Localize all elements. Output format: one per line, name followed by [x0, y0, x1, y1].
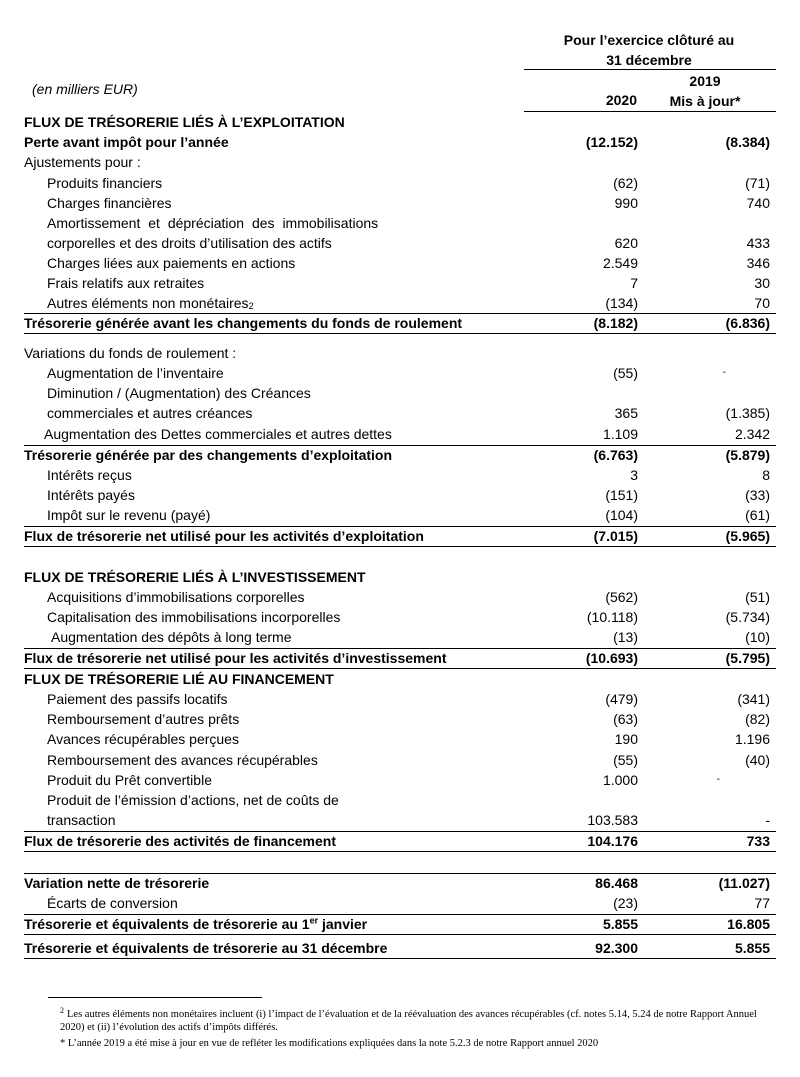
table-row — [24, 193, 776, 213]
value-2020: (479) — [605, 691, 638, 707]
row-label: Frais relatifs aux retraites — [47, 275, 205, 291]
row-label: Amortissement et dépréciation des immobilisations — [47, 215, 379, 231]
value-2020: 2.549 — [602, 255, 638, 271]
table-row — [24, 567, 776, 587]
table-row-total — [24, 526, 776, 546]
footnote-1 — [60, 1005, 760, 1034]
value-2020: (7.015) — [593, 528, 638, 544]
row-label: Diminution / (Augmentation) des Créances — [47, 385, 311, 401]
value-2019: (5.734) — [725, 609, 770, 625]
table-row-total — [24, 873, 776, 893]
footnote-marker: 2 — [248, 301, 254, 311]
table-row-total — [24, 831, 776, 851]
value-2019: 8 — [762, 467, 770, 483]
value-2019: - — [716, 774, 720, 785]
table-row — [24, 627, 776, 647]
footnote-separator — [48, 997, 262, 998]
period-header-line1: Pour l’exercice clôturé au — [563, 32, 735, 48]
value-2019: 16.805 — [727, 916, 770, 932]
table-row — [24, 383, 776, 403]
row-label: Flux de trésorerie net utilisé pour les activités d’investissement — [24, 650, 447, 666]
row-label: Remboursement des avances récupérables — [47, 752, 318, 768]
value-2019: 30 — [754, 275, 770, 291]
value-2020: (562) — [605, 589, 638, 605]
value-2019: (5.795) — [725, 650, 770, 666]
row-label: Produits financiers — [47, 175, 163, 191]
footnote-2: * L’année 2019 a été mise à jour en vue de refléter les modifications expliquées dans la note 5.2.3 de notre Rapport annuel 2020 — [60, 1038, 599, 1049]
row-label: Impôt sur le revenu (payé) — [47, 507, 211, 523]
row-label: Flux de trésorerie net utilisé pour les activités d’exploitation — [24, 528, 424, 544]
value-2020: (13) — [613, 629, 638, 645]
row-label: Acquisitions d’immobilisations corporelles — [47, 589, 305, 605]
value-2020: (8.182) — [593, 315, 638, 331]
value-2019: (10) — [745, 629, 770, 645]
row-label: Produit de l’émission d’actions, net de coûts de — [47, 792, 339, 808]
value-2020: (55) — [613, 752, 638, 768]
value-2019: (6.836) — [725, 315, 770, 331]
table-row-subtotal — [24, 313, 776, 333]
value-2020: 1.000 — [602, 772, 638, 788]
value-2020: 86.468 — [595, 875, 638, 891]
value-2020: 365 — [614, 405, 638, 421]
value-2020: 104.176 — [587, 833, 638, 849]
row-label: Écarts de conversion — [47, 895, 178, 911]
row-label: transaction — [47, 812, 116, 828]
value-2020: (134) — [605, 295, 638, 311]
value-2020: (10.118) — [586, 609, 638, 625]
table-row — [24, 112, 776, 132]
value-2019: 5.855 — [734, 940, 770, 956]
table-row — [24, 669, 776, 689]
table-row-subtotal — [24, 445, 776, 465]
column-header-2020: 2020 — [605, 92, 637, 108]
table-row — [24, 505, 776, 525]
table-row — [24, 810, 776, 830]
table-row — [24, 363, 776, 383]
row-label: Intérêts payés — [47, 487, 135, 503]
value-2020: (63) — [613, 711, 638, 727]
value-2019: 740 — [746, 195, 770, 211]
value-2020: 5.855 — [602, 916, 638, 932]
table-row — [24, 485, 776, 505]
table-row-total — [24, 914, 776, 934]
table-row — [24, 689, 776, 709]
row-label: Capitalisation des immobilisations incorporelles — [47, 609, 341, 625]
value-2019: - — [765, 812, 770, 828]
table-row — [24, 790, 776, 810]
table-row — [24, 293, 776, 313]
value-2020: (12.152) — [585, 134, 638, 150]
row-label: Charges liées aux paiements en actions — [47, 255, 296, 271]
table-row — [24, 152, 776, 172]
column-header-2019-year: 2019 — [689, 73, 721, 89]
table-row — [24, 729, 776, 749]
value-2020: 3 — [630, 467, 638, 483]
table-row — [24, 213, 776, 233]
value-2020: 190 — [614, 731, 638, 747]
value-2020: (55) — [613, 365, 638, 381]
row-label: commerciales et autres créances — [47, 405, 253, 421]
value-2019: (5.965) — [725, 528, 770, 544]
table-row — [24, 233, 776, 253]
row-label-text: Autres éléments non monétaires — [47, 295, 249, 311]
value-2020: (10.693) — [585, 650, 638, 666]
value-2019: 70 — [754, 295, 770, 311]
value-2019: 433 — [746, 235, 770, 251]
period-header-line2: 31 décembre — [606, 52, 692, 68]
row-label: Variations du fonds de roulement : — [24, 345, 237, 361]
value-2019: 2.342 — [734, 426, 770, 442]
row-label: Trésorerie générée par des changements d’exploitation — [24, 447, 393, 463]
table-row — [24, 273, 776, 293]
value-2020: 990 — [614, 195, 638, 211]
value-2019: (82) — [745, 711, 770, 727]
value-2020: (104) — [605, 507, 638, 523]
value-2019: (61) — [745, 507, 770, 523]
row-label: FLUX DE TRÉSORERIE LIÉ AU FINANCEMENT — [24, 671, 334, 687]
value-2020: 103.583 — [587, 812, 638, 828]
table-row — [24, 465, 776, 485]
row-label: Remboursement d’autres prêts — [47, 711, 240, 727]
row-label: FLUX DE TRÉSORERIE LIÉS À L’INVESTISSEMENT — [24, 569, 366, 585]
row-label: Trésorerie générée avant les changements du fonds de roulement — [24, 315, 463, 331]
row-label — [24, 914, 367, 934]
table-row — [24, 132, 776, 152]
unit-label: (en milliers EUR) — [32, 81, 138, 97]
table-row-total — [24, 938, 776, 958]
value-2019: (40) — [745, 752, 770, 768]
value-2020: (151) — [605, 487, 638, 503]
row-label: Charges financières — [47, 195, 172, 211]
row-label: Variation nette de trésorerie — [24, 875, 210, 891]
value-2019: (341) — [737, 691, 770, 707]
value-2019: - — [722, 367, 726, 378]
ordinal-suffix: er — [309, 915, 319, 926]
table-row — [24, 173, 776, 193]
row-label: Intérêts reçus — [47, 467, 132, 483]
table-row — [24, 424, 776, 444]
footnote-1-text: Les autres éléments non monétaires incluent (i) l’impact de l’évaluation et de la réévaluation des avances récupérables (cf. notes 5.14, 5.24 de notre Rapport Annuel 2020) et (ii) l’évolution des actifs d’impôts différés. — [60, 1009, 757, 1033]
table-row — [24, 750, 776, 770]
table-row-total — [24, 648, 776, 668]
value-2020: (23) — [613, 895, 638, 911]
value-2019: (5.879) — [725, 447, 770, 463]
row-label: Ajustements pour : — [24, 154, 141, 170]
row-label: Augmentation des Dettes commerciales et autres dettes — [44, 426, 392, 442]
column-header-2019-note: Mis à jour* — [669, 93, 741, 109]
table-row — [24, 253, 776, 273]
value-2019: (1.385) — [725, 405, 770, 421]
row-label: FLUX DE TRÉSORERIE LIÉS À L’EXPLOITATION — [24, 114, 345, 130]
value-2019: 1.196 — [734, 731, 770, 747]
value-2019: (11.027) — [718, 875, 770, 891]
row-label-tail: janvier — [318, 916, 368, 932]
value-2020: (62) — [613, 175, 638, 191]
row-label: Produit du Prêt convertible — [47, 772, 212, 788]
value-2019: 346 — [746, 255, 770, 271]
row-label: Augmentation des dépôts à long terme — [51, 629, 292, 645]
row-label: Augmentation de l’inventaire — [47, 365, 224, 381]
value-2019: (8.384) — [725, 134, 770, 150]
value-2019: (51) — [745, 589, 770, 605]
value-2020: 620 — [614, 235, 638, 251]
row-label: corporelles et des droits d’utilisation des actifs — [47, 235, 332, 251]
table-row — [24, 709, 776, 729]
value-2019: 733 — [746, 833, 770, 849]
value-2020: 7 — [630, 275, 638, 291]
row-label: Trésorerie et équivalents de trésorerie au 31 décembre — [24, 940, 388, 956]
value-2019: (33) — [745, 487, 770, 503]
table-row — [24, 893, 776, 913]
value-2019: 77 — [754, 895, 770, 911]
row-label: Avances récupérables perçues — [47, 731, 239, 747]
table-row — [24, 587, 776, 607]
value-2020: 1.109 — [602, 426, 638, 442]
table-row — [24, 343, 776, 363]
row-label: Flux de trésorerie des activités de financement — [24, 833, 337, 849]
value-2019: (71) — [745, 175, 770, 191]
row-label: Perte avant impôt pour l’année — [24, 134, 229, 150]
table-row — [24, 403, 776, 423]
table-row — [24, 607, 776, 627]
table-row — [24, 770, 776, 790]
row-label: Paiement des passifs locatifs — [47, 691, 228, 707]
value-2020: 92.300 — [595, 940, 638, 956]
footnote-number: 2 — [60, 1005, 64, 1015]
value-2020: (6.763) — [593, 447, 638, 463]
row-label-text: Trésorerie et équivalents de trésorerie au 1 — [24, 916, 310, 932]
